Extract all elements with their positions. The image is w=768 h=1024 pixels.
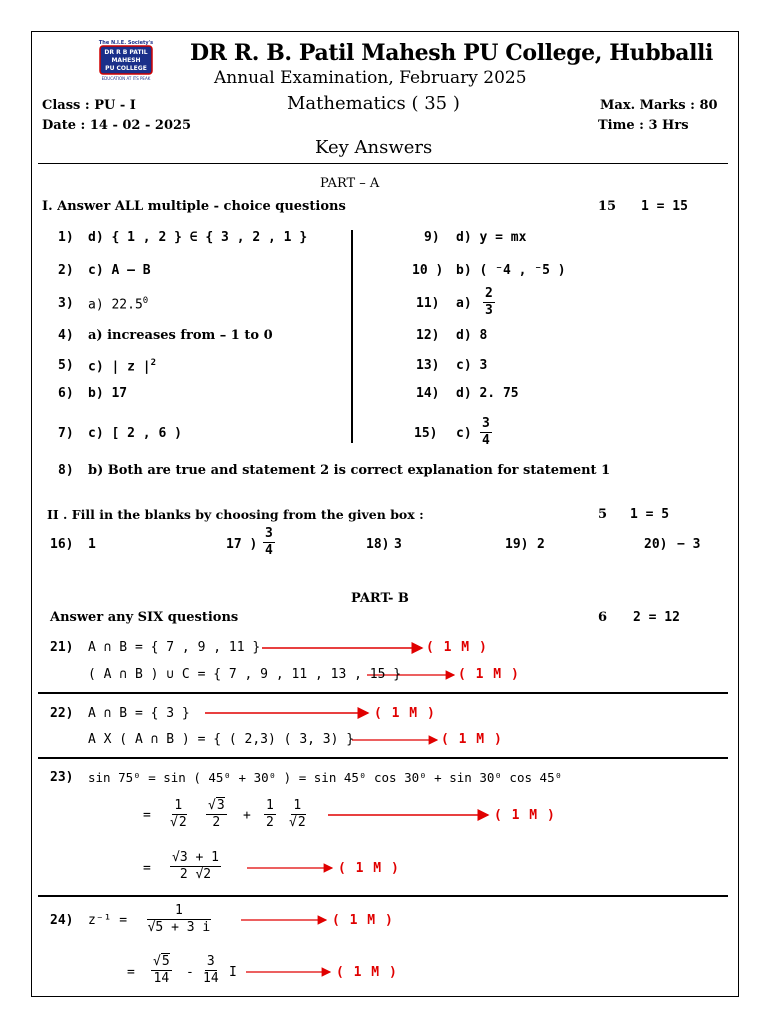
q7-answer: c) [ 2 , 6 ) (88, 426, 182, 441)
q21-divider (38, 692, 728, 694)
q23-frac-4: $\frac{1}{√2}$ (289, 798, 306, 830)
fill-marks-total: 1 = 5 (630, 507, 670, 522)
q23-frac-3: $\frac{1}{2}$ (266, 798, 274, 830)
q10-answer: b) ( ⁻4 , ⁻5 ) (456, 263, 566, 278)
part-b-instruction: Answer any SIX questions (50, 610, 239, 625)
q23-line1: sin 75⁰ = sin ( 45⁰ + 30⁰ ) = sin 45⁰ cos 30⁰ + sin 30⁰ cos 45⁰ (88, 770, 563, 785)
q21-line2: ( A ∩ B ) ∪ C = { 7 , 9 , 11 , 13 , 15 } (88, 667, 402, 682)
q21-num: 21) (50, 640, 74, 655)
q5-answer: c) | z $|^2$ (88, 358, 157, 375)
q24-mark-1: ( 1 M ) (332, 913, 394, 928)
q5-num: 5) (58, 358, 74, 373)
logo-motto: EDUCATION AT ITS PEAK (101, 76, 151, 81)
q3-answer: a) 22.5$^0$ (88, 296, 149, 313)
q13-num: 13) (416, 358, 440, 373)
q15-fraction: $\frac{3}{4}$ (482, 416, 490, 448)
logo-line3: PU COLLEGE (105, 65, 147, 72)
q2-num: 2) (58, 263, 74, 278)
exam-title: Annual Examination, February 2025 (214, 68, 527, 88)
q11-num: 11) (416, 296, 440, 311)
q12-answer: d) 8 (456, 328, 488, 343)
q22-num: 22) (50, 706, 74, 721)
college-name: DR R. B. Patil Mahesh PU College, Hubballi (190, 40, 713, 66)
q24-minus: - (186, 965, 194, 980)
q12-num: 12) (416, 328, 440, 343)
q24-frac-3: $\frac{3}{14}$ (203, 954, 219, 986)
fill-marks-count: 5 (598, 507, 608, 522)
q9-num: 9) (424, 230, 440, 245)
q24-frac-2: $\frac{√5}{14}$ (153, 954, 170, 986)
q24-lhs: z⁻¹ = (88, 913, 128, 928)
q17-fraction: $\frac{3}{4}$ (265, 526, 273, 558)
q23-mark-1: ( 1 M ) (494, 808, 556, 823)
q21-line1: A ∩ B = { 7 , 9 , 11 } (88, 640, 261, 655)
q23-plus: + (243, 808, 251, 823)
q21-mark-2: ( 1 M ) (458, 667, 520, 682)
mcq-marks-total: 1 = 15 (641, 199, 688, 214)
q16-answer: 1 (88, 537, 96, 552)
q1-answer: d) { 1 , 2 } ∈ { 3 , 2 , 1 } (88, 230, 308, 245)
logo-line2: MAHESH (111, 57, 141, 64)
q18-num: 18) (366, 537, 390, 552)
q2-answer: c) A – B (88, 263, 151, 278)
max-marks: Max. Marks : 80 (600, 98, 718, 113)
q14-answer: d) 2. 75 (456, 386, 519, 401)
logo-line1: DR R B PATIL (104, 49, 148, 56)
q24-num: 24) (50, 913, 74, 928)
q6-answer: b) 17 (88, 386, 128, 401)
q23-divider (38, 895, 728, 897)
q23-frac-1: $\frac{1}{√2}$ (170, 798, 187, 830)
q18-answer: 3 (394, 537, 402, 552)
q16-num: 16) (50, 537, 74, 552)
part-b-marks-count: 6 (598, 610, 608, 625)
mcq-marks-count: 15 (598, 199, 617, 214)
q23-num: 23) (50, 770, 74, 785)
q11-fraction: $\frac{2}{3}$ (485, 286, 493, 318)
q8-answer: b) Both are true and statement 2 is correct explanation for statement 1 (88, 463, 611, 478)
q17-num: 17 ) (226, 537, 258, 552)
q19-answer: 2 (537, 537, 545, 552)
q22-divider (38, 757, 728, 759)
q1-num: 1) (58, 230, 74, 245)
q23-frac-2: $\frac{√3}{2}$ (208, 798, 225, 830)
q23-mark-2: ( 1 M ) (338, 861, 400, 876)
key-answers-title: Key Answers (315, 137, 433, 158)
q22-mark-2: ( 1 M ) (441, 732, 503, 747)
q10-num: 10 ) (412, 263, 444, 278)
q19-num: 19) (505, 537, 529, 552)
class-label: Class : PU - I (42, 98, 136, 113)
subject: Mathematics ( 35 ) (287, 93, 460, 114)
q23-eq-2: = (143, 861, 151, 876)
q23-eq-1: = (143, 808, 151, 823)
q4-answer: a) increases from – 1 to 0 (88, 328, 273, 343)
time-label: Time : 3 Hrs (598, 118, 689, 133)
q24-frac-1: $\frac{1}{√5 + 3 i}$ (147, 903, 211, 935)
q8-num: 8) (58, 463, 74, 478)
q3-num: 3) (58, 296, 74, 311)
q14-num: 14) (416, 386, 440, 401)
part-b-heading: PART- B (351, 591, 409, 606)
q23-frac-result: $\frac{√3 + 1}{2 √2}$ (172, 850, 219, 882)
q24-eq: = (127, 965, 135, 980)
q4-num: 4) (58, 328, 74, 343)
q21-mark-1: ( 1 M ) (426, 640, 488, 655)
q20-answer: − 3 (677, 537, 701, 552)
fill-heading: II . Fill in the blanks by choosing from the given box : (47, 507, 424, 522)
q22-line1: A ∩ B = { 3 } (88, 706, 190, 721)
q22-line2: A X ( A ∩ B ) = { ( 2,3) ( 3, 3) } (88, 732, 355, 747)
q22-mark-1: ( 1 M ) (374, 706, 436, 721)
q24-mark-2: ( 1 M ) (336, 965, 398, 980)
part-a-heading: PART – A (320, 176, 380, 191)
mcq-heading: I. Answer ALL multiple - choice questions (42, 199, 346, 214)
logo-society-text: The N.I.E. Society's (98, 40, 154, 46)
q11-answer: a) (456, 296, 472, 311)
q9-answer: d) y = mx (456, 230, 527, 245)
part-b-marks-total: 2 = 12 (633, 610, 680, 625)
q15-num: 15) (414, 426, 438, 441)
q13-answer: c) 3 (456, 358, 488, 373)
q6-num: 6) (58, 386, 74, 401)
q24-tail: I (229, 965, 237, 980)
q20-num: 20) (644, 537, 668, 552)
q7-num: 7) (58, 426, 74, 441)
date-label: Date : 14 - 02 - 2025 (42, 118, 192, 133)
q15-answer: c) (456, 426, 472, 441)
